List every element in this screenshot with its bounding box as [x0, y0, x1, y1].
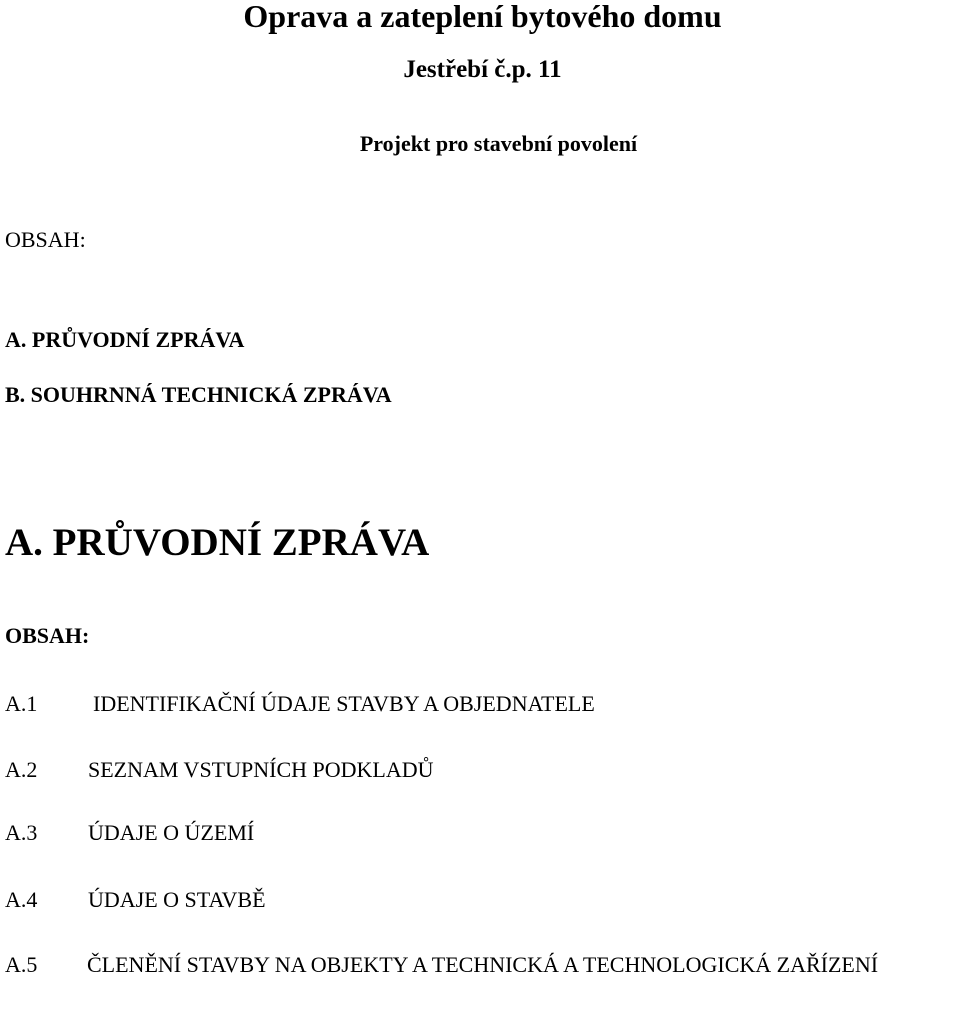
section-a-item-code: A.5 — [5, 952, 38, 977]
document-subtitle: Jestřebí č.p. 11 — [403, 56, 562, 83]
section-a-item-text: SEZNAM VSTUPNÍCH PODKLADŮ — [88, 757, 434, 782]
section-a-contents-label: OBSAH: — [5, 623, 90, 648]
section-a-item-code: A.3 — [5, 820, 38, 845]
section-a-item-code: A.1 — [5, 691, 38, 716]
section-a-item-text: ÚDAJE O ÚZEMÍ — [88, 820, 255, 845]
toc-item-a: A. PRŮVODNÍ ZPRÁVA — [5, 327, 245, 352]
section-a-item-text: IDENTIFIKAČNÍ ÚDAJE STAVBY A OBJEDNATELE — [93, 691, 595, 716]
contents-label: OBSAH: — [5, 227, 86, 252]
section-a-item-code: A.2 — [5, 757, 38, 782]
section-a-item-text: ČLENĚNÍ STAVBY NA OBJEKTY A TECHNICKÁ A TECHNOLOGICKÁ ZAŘÍZENÍ — [87, 952, 879, 977]
section-a-item-text: ÚDAJE O STAVBĚ — [88, 887, 266, 912]
section-a-heading: A. PRŮVODNÍ ZPRÁVA — [5, 521, 430, 564]
project-type: Projekt pro stavební povolení — [359, 131, 638, 156]
toc-item-b: B. SOUHRNNÁ TECHNICKÁ ZPRÁVA — [5, 382, 392, 407]
document-title: Oprava a zateplení bytového domu — [243, 0, 722, 34]
section-a-item-code: A.4 — [5, 887, 38, 912]
